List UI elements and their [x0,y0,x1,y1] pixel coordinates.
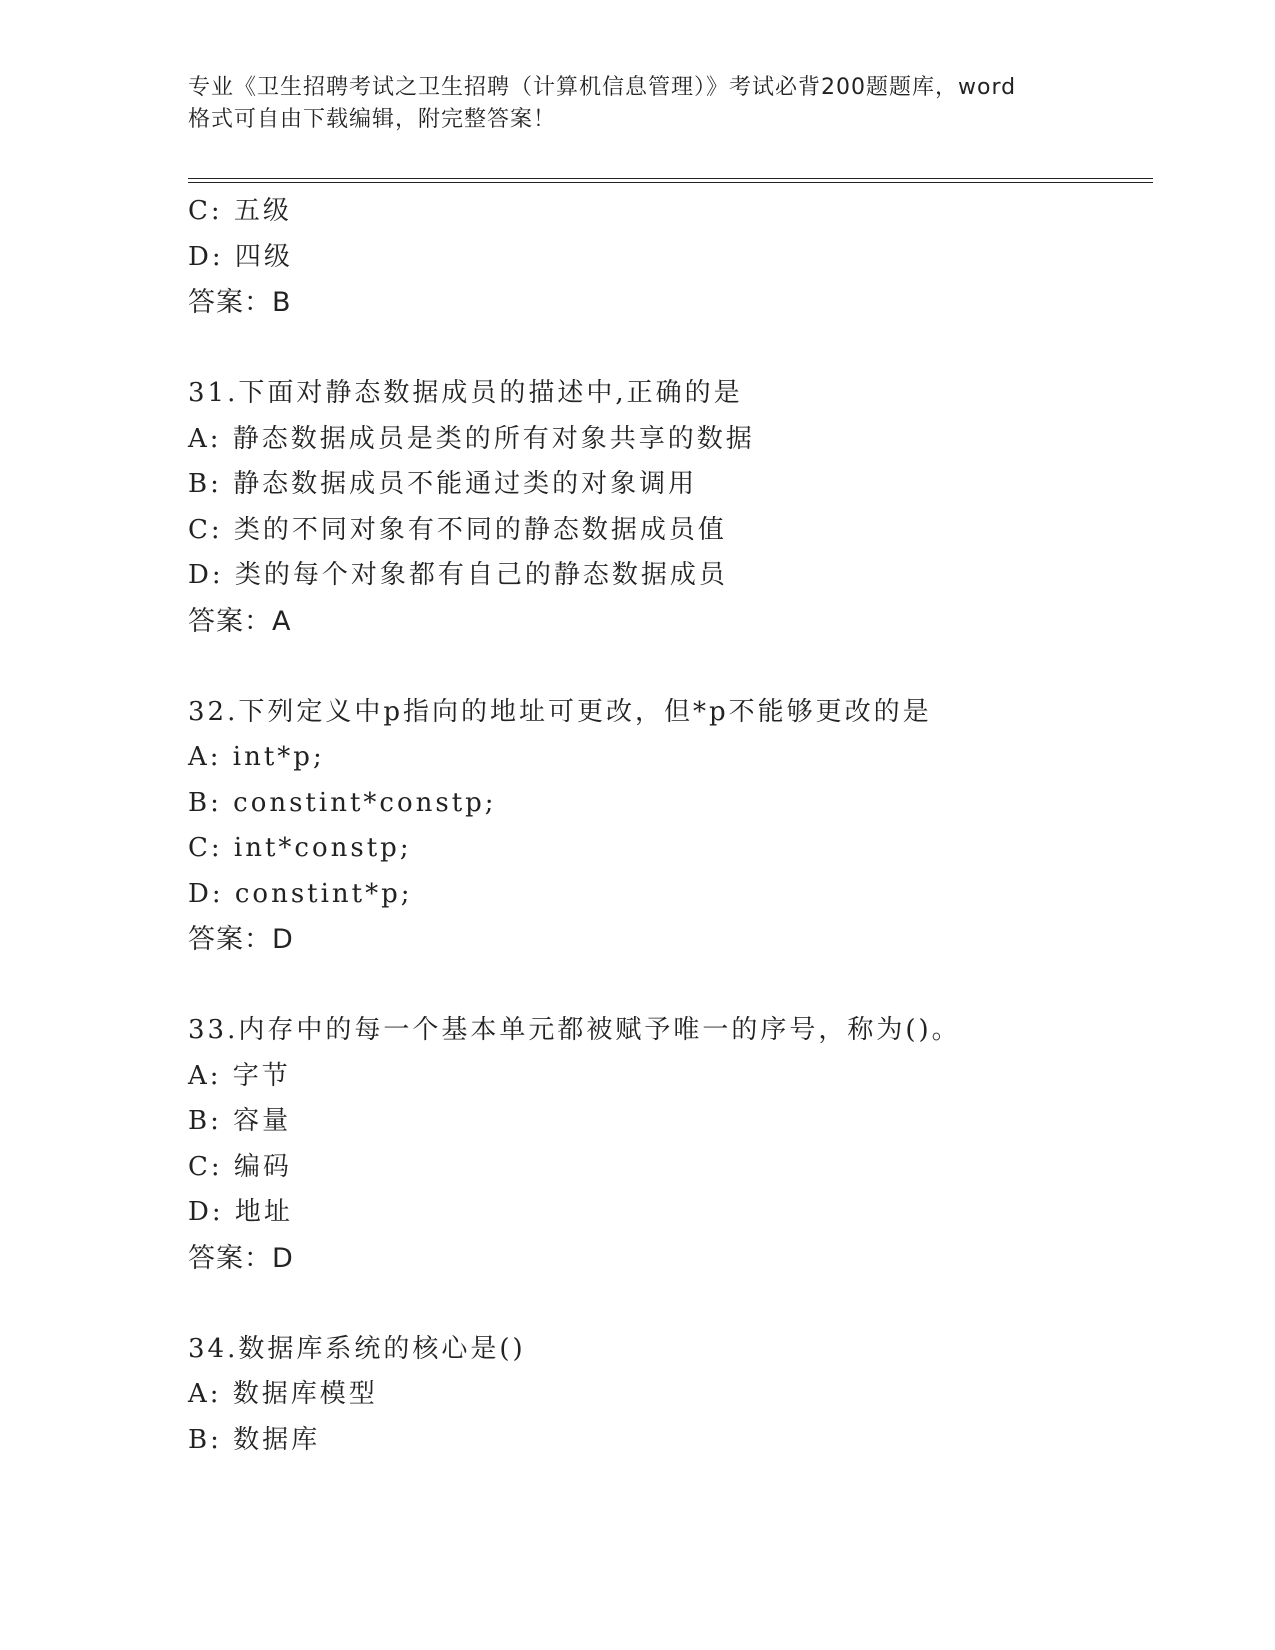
question-block-31 [188,371,1148,644]
option-b: B: constint*constp; [188,787,497,818]
question-block-34 [188,1327,1148,1464]
header-divider-top [188,178,1153,179]
option-b: B: 数据库 [188,1424,321,1455]
option-d: D: 类的每个对象都有自己的静态数据成员 [188,560,728,590]
option-b: B: 静态数据成员不能通过类的对象调用 [188,469,698,499]
spacer [188,963,1148,1009]
header-line-1: 专业《卫生招聘考试之卫生招聘（计算机信息管理）》考试必背200题题库，word [188,75,1017,100]
question-text: 33.内存中的每一个基本单元都被赋予唯一的序号，称为()。 [188,1015,961,1045]
spacer [188,644,1148,690]
question-block-32 [188,690,1148,963]
option-a: A: int*p; [188,742,325,772]
question-text: 34.数据库系统的核心是() [188,1333,526,1364]
question-text: 32.下列定义中p指向的地址可更改，但*p不能够更改的是 [188,696,932,727]
option-a: A: 字节 [188,1060,291,1091]
option-c: C: 类的不同对象有不同的静态数据成员值 [188,514,727,545]
option-d: D: 四级 [188,241,293,272]
answer-line: 答案：D [188,1242,294,1274]
option-a: A: 数据库模型 [188,1379,378,1409]
answer-line: 答案：A [188,605,292,637]
option-c: C: 五级 [188,196,292,226]
question-list [188,189,1148,1463]
partial-question-block [188,189,1148,326]
option-c: C: int*constp; [188,833,412,863]
header-line-2: 格式可自由下载编辑，附完整答案！ [188,107,557,132]
option-a: A: 静态数据成员是类的所有对象共享的数据 [188,423,755,454]
header-divider-bottom [188,182,1153,183]
spacer [188,1281,1148,1327]
question-text: 31.下面对静态数据成员的描述中,正确的是 [188,378,743,408]
option-b: B: 容量 [188,1106,292,1136]
question-block-33 [188,1008,1148,1281]
document-header [188,72,1088,136]
spacer [188,326,1148,372]
option-d: D: 地址 [188,1197,293,1227]
answer-line: 答案：D [188,924,294,955]
option-c: C: 编码 [188,1151,292,1182]
option-d: D: constint*p; [188,878,413,909]
answer-line: 答案：B [188,287,292,318]
